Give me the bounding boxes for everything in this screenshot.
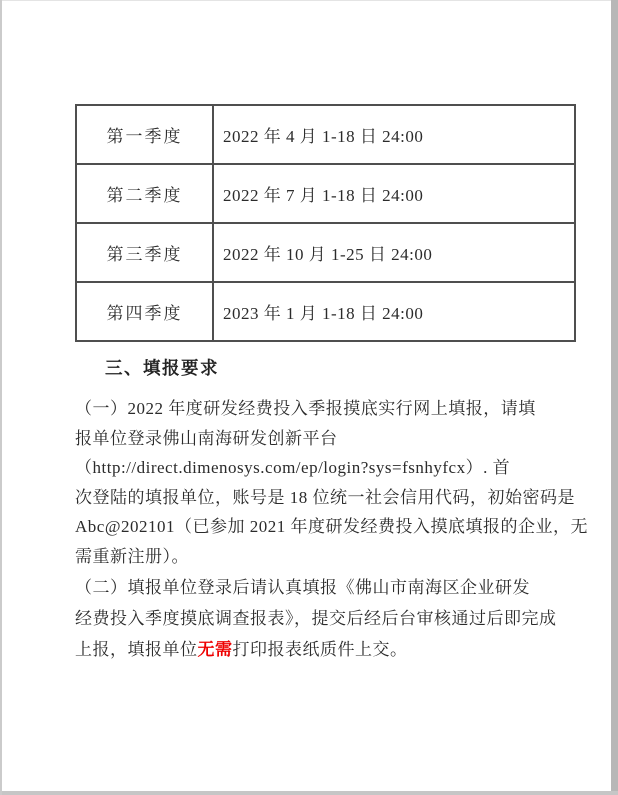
text-line — [75, 634, 595, 665]
text-line: （一）2022 年度研发经费投入季报摸底实行网上填报，请填 — [75, 399, 536, 418]
table-row — [76, 105, 575, 164]
page-edge-bottom — [2, 791, 618, 795]
paragraph-1 — [75, 394, 595, 571]
table-row — [76, 282, 575, 341]
text-segment: 打印报表纸质件上交。 — [232, 640, 408, 659]
date-cell: 2022 年 10 月 1-25 日 24:00 — [213, 223, 575, 282]
paragraph-2 — [75, 572, 595, 665]
highlight-red-text: 无需 — [197, 640, 233, 659]
text-line: Abc@202101（已参加 2021 年度研发经费投入摸底填报的企业，无 — [75, 517, 588, 536]
text-line: （二）填报单位登录后请认真填报《佛山市南海区企业研发 — [75, 578, 530, 597]
date-cell: 2023 年 1 月 1-18 日 24:00 — [213, 282, 575, 341]
quarter-label-cell: 第四季度 — [76, 282, 213, 341]
text-line: 次登陆的填报单位，账号是 18 位统一社会信用代码，初始密码是 — [75, 487, 575, 507]
text-line: 需重新注册）。 — [75, 546, 189, 566]
quarter-label-cell: 第一季度 — [76, 105, 213, 164]
date-cell: 2022 年 7 月 1-18 日 24:00 — [213, 164, 575, 223]
text-line: 报单位登录佛山南海研发创新平台 — [75, 428, 338, 448]
text-line: （http://direct.dimenosys.com/ep/login?sys=fsnhyfcx）. 首 — [75, 458, 511, 477]
quarter-schedule-table — [75, 104, 576, 342]
section-heading: 三、填报要求 — [105, 358, 219, 378]
date-cell: 2022 年 4 月 1-18 日 24:00 — [213, 105, 575, 164]
quarter-label-cell: 第二季度 — [76, 164, 213, 223]
page-edge-top — [0, 0, 618, 1]
page-edge-left — [0, 0, 2, 795]
text-line: 经费投入季度摸底调查报表》，提交后经后台审核通过后即完成 — [75, 609, 557, 628]
quarter-label-cell: 第三季度 — [76, 223, 213, 282]
table-row — [76, 164, 575, 223]
page-edge-right — [611, 0, 618, 795]
text-segment: 上报，填报单位 — [75, 640, 198, 659]
table-row — [76, 223, 575, 282]
